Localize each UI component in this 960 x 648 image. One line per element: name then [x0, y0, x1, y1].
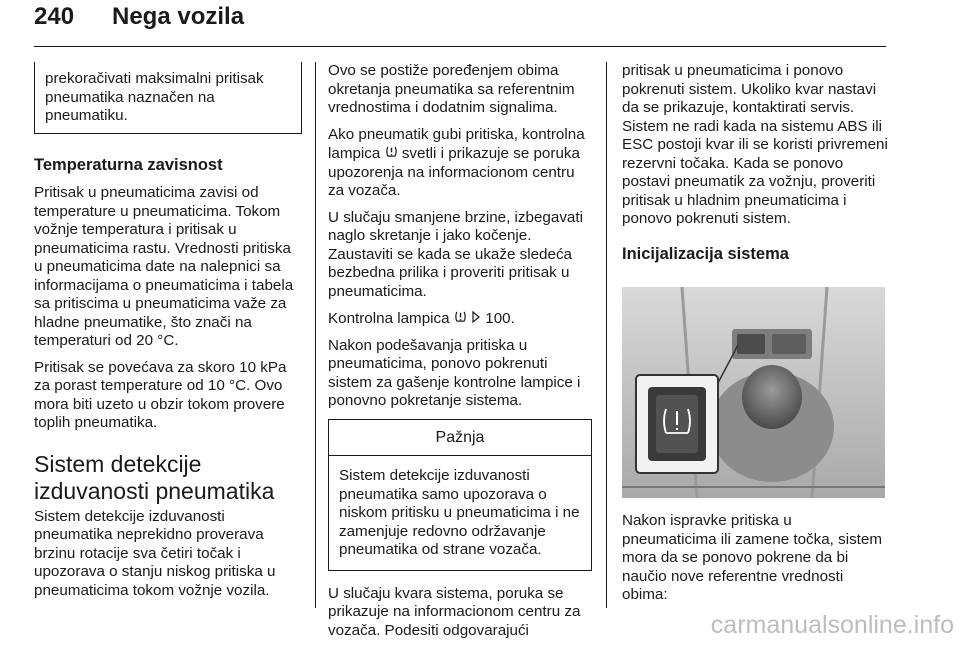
page-title: Nega vozila	[112, 3, 245, 30]
paragraph: Pritisak u pneumaticima zavisi od temperature u pneumaticima. Tokom vožnje temperatura i pritisak u pneumaticima rastu. Vrednosti pritiska u pneumaticima date na nalepnici sa informacijama o pneumaticima i tabela sa pritiscima u pneumaticima važe za hladne pneumatike, što znači na temperaturi od 20 °C.	[34, 184, 294, 349]
tire-pressure-warning-icon	[385, 144, 398, 163]
caution-box	[328, 419, 592, 571]
paragraph-text: svetli i prikazuje se poruka upozorenja na informacionom centru za vozača.	[328, 145, 580, 199]
paragraph: Nakon ispravke pritiska u pneumaticima ili zamene točka, sistem mora da se ponovo pokrene da bi naučio nove referentne vrednosti obima:	[622, 512, 882, 603]
heading-temperature-dependence: Temperaturna zavisnost	[34, 155, 223, 174]
center-console-photo	[622, 287, 885, 498]
caution-title: Pažnja	[329, 420, 591, 457]
page-number: 240	[34, 3, 75, 30]
warning-box-text: prekoračivati maksimalni pritisak pneumatika naznačen na pneumatiku.	[45, 70, 264, 124]
paragraph	[328, 309, 592, 329]
section-title: Sistem detekcije izduvanosti pneumatika	[34, 450, 275, 504]
heading-system-initialization: Inicijalizacija sistema	[622, 244, 789, 263]
caution-body: Sistem detekcije izduvanosti pneumatika samo upozorava o niskom pritisku u pneumaticima i ne zamenjuje redovno održavanje pneumatika od strane vozača.	[339, 467, 580, 558]
watermark: carmanualsonline.info	[710, 611, 954, 639]
paragraph: pritisak u pneumaticima i ponovo pokrenuti sistem. Ukoliko kvar nastavi da se prikazuje, kontaktirati servis. Sistem ne radi kada na sistemu ABS ili ESC postoji kvar ili se koristi privremeni rezervni točaka. Kada se ponovo postavi pneumatik za vožnju, proveriti pritisak u hladnim pneumaticima i ponovo pokrenuti sistem.	[622, 62, 888, 227]
paragraph	[328, 126, 592, 201]
header-rule	[34, 46, 886, 47]
column-divider-1	[315, 62, 316, 608]
paragraph: U slučaju smanjene brzine, izbegavati naglo skretanje i jako kočenje. Zaustaviti se kada se ukaže sledeća bezbedna prilika i proveriti pritisak u pneumaticima.	[328, 208, 583, 300]
column-divider-2	[606, 62, 607, 608]
column-3	[622, 62, 888, 273]
paragraph: Pritisak se povećava za skoro 10 kPa za porast temperature od 10 °C. Ovo mora biti uzeto u obzir tokom provere toplih pneumatika.	[34, 358, 287, 431]
column-1	[34, 62, 302, 608]
tire-pressure-warning-icon	[454, 309, 467, 328]
paragraph-text: Kontrolna lampica	[328, 310, 450, 327]
column-2	[328, 62, 592, 648]
page-reference: 100.	[485, 310, 515, 327]
paragraph: U slučaju kvara sistema, poruka se prikazuje na informacionom centru za vozača. Podesiti odgovarajući	[328, 584, 581, 639]
continued-warning-box	[34, 62, 302, 134]
paragraph: Ovo se postiže poređenjem obima okretanja pneumatika sa referentnim vrednostima i dodatnim signalima.	[328, 62, 575, 116]
page-reference-arrow-icon	[471, 309, 481, 328]
paragraph: Nakon podešavanja pritiska u pneumaticima, ponovo pokrenuti sistem za gašenje kontrolne lampice i ponovno pokretanje sistema.	[328, 336, 581, 409]
column-3-lower	[622, 512, 888, 613]
paragraph-text: Ako pneumatik gubi pritiska, kontrolna lampica	[328, 125, 585, 162]
paragraph: Sistem detekcije izduvanosti pneumatika neprekidno proverava brzinu rotacije sva četiri točak i upozorava o stanju niskog pritiska u pneumaticima tokom vožnje vozila.	[34, 507, 276, 599]
